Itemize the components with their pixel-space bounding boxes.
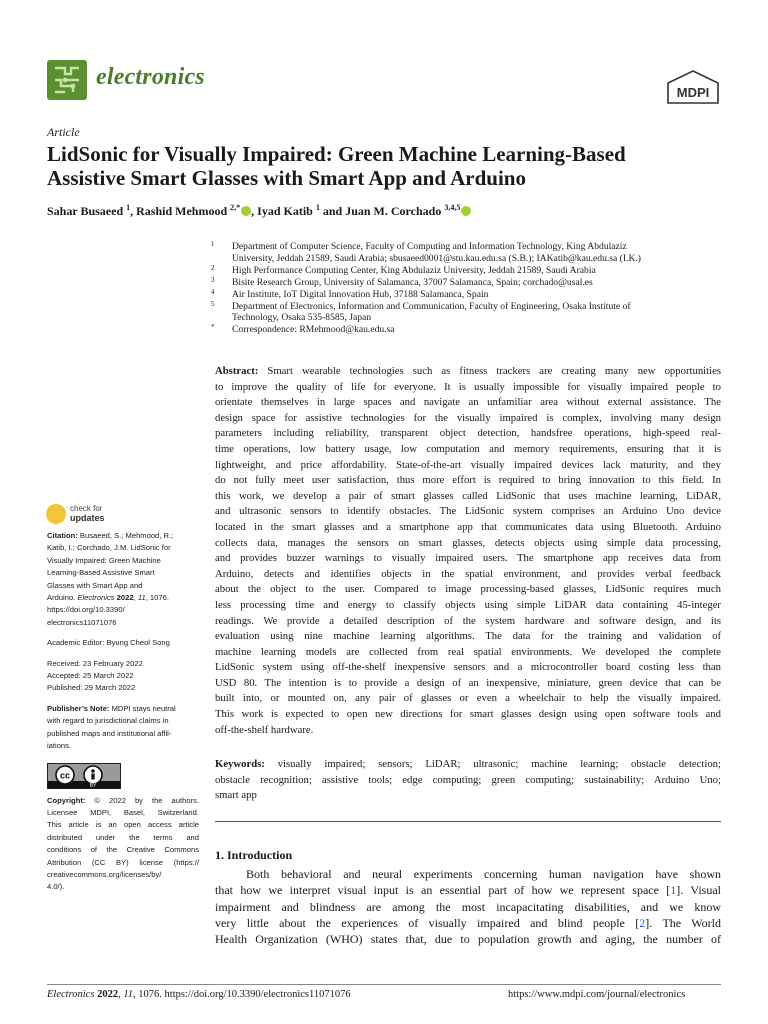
abstract-line: lightweight, and price affordability. State-of-the-art visually impaired devices lack maturity, and they [215, 458, 721, 471]
abstract-line: orientate themselves in large spaces and navigate an unfamiliar area without external assistance. The [215, 396, 721, 409]
citation-text: , 1076. [145, 593, 169, 603]
citation-journal: Electronics [77, 593, 115, 603]
citation-line: Arduino. Electronics 2022, 11, 1076. [47, 593, 169, 603]
svg-text:MDPI: MDPI [676, 85, 710, 100]
citation-doi-link[interactable]: electronics11071076 [47, 617, 117, 627]
footer-year: 2022 [97, 989, 119, 1000]
abstract-line: evaluation using nine machine learning algorithms. The data for the training and validation of [215, 630, 721, 643]
affiliation-mark: 1 [211, 240, 215, 248]
citation-text: Arduino. [47, 593, 78, 603]
abstract-line: design space for assistive technologies for the visually impaired is complex, involving many design [215, 411, 721, 424]
abstract-label: Abstract: [215, 365, 259, 377]
author-name[interactable]: Iyad Katib [257, 204, 313, 218]
affiliation-item [207, 324, 717, 336]
publisher-note-line: with regard to jurisdictional claims in [47, 716, 169, 726]
copyright-line: conditions of the Creative Commons [47, 845, 199, 855]
keywords-line: smart app [215, 789, 257, 802]
citation-line: Visually Impaired: Green Machine [47, 555, 161, 565]
affiliation-mark: 2 [211, 263, 215, 272]
body-line [215, 915, 721, 931]
abstract-line: time operations, low battery usage, low computation and memory requirements, ensuring that it is [215, 442, 721, 455]
abstract-line: parameters including reliability, transparent object detection, handsfree operations, high-speed real- [215, 427, 721, 440]
keywords [215, 757, 721, 804]
abstract-line: do not fully meet user satisfaction, thus more effort is required to bring innovation to this field. In [215, 474, 721, 487]
abstract-line: readings. We provide a detailed description of the system hardware and software design, and its [215, 614, 721, 627]
body-text: ]. The World [645, 915, 721, 930]
abstract-line: off-the-shelf hardware. [215, 723, 314, 736]
copyright-line: This article is an open access article [47, 820, 199, 830]
title-line: Assistive Smart Glasses with Smart App and Arduino [47, 166, 526, 190]
keywords-text: visually impaired; sensors; LiDAR; ultrasonic; machine learning; obstacle detection; [277, 758, 721, 770]
copyright-line: distributed under the terms and [47, 832, 199, 842]
citation-text: Busaeed, S.; Mehmood, R.; [79, 531, 174, 540]
title-line: LidSonic for Visually Impaired: Green Machine Learning-Based [47, 142, 626, 166]
author-affiliation-mark: 1 [315, 203, 320, 212]
citation-label: Citation: [47, 531, 78, 540]
journal-logo-icon [47, 60, 87, 100]
body-text: that how we interpret visual input is an essential part of how we represent space [ [215, 883, 671, 898]
introduction-body [215, 866, 721, 947]
cc-by-license-icon[interactable] [47, 763, 121, 789]
copyright-line: Licensee MDPI, Basel, Switzerland. [47, 807, 199, 817]
footer-journal-url[interactable]: https://www.mdpi.com/journal/electronics [508, 989, 686, 1000]
cc-badge-label: BY [89, 782, 97, 788]
affiliation-text: Department of Computer Science, Faculty of Computing and Information Technology, King Abdulaziz [232, 241, 627, 252]
affiliation-text: Department of Electronics, Information and Communication, Faculty of Engineering, Osaka Institute of [232, 300, 631, 312]
abstract-line: built into, or mounted on, any pair of glasses or even a wheelchair to help the visually impaired. [215, 692, 721, 705]
affiliation-text: Bisite Research Group, University of Salamanca, 37007 Salamanca, Spain; corchado@usal.es [232, 276, 593, 288]
abstract-line: to improve the quality of life for everyone. It is usually impossible for visually impaired people to [215, 380, 721, 393]
body-line: Both behavioral and neural experiments concerning human navigation have shown [246, 867, 721, 881]
author-name[interactable]: Rashid Mehmood [136, 204, 228, 218]
copyright-line: 4.0/). [47, 882, 65, 892]
affiliation-mark: 5 [211, 299, 215, 308]
mdpi-logo-icon[interactable] [666, 70, 720, 104]
abstract-line: less processing time and energy to classify objects using simple LiDAR data containing 45-integer [215, 598, 721, 611]
published-date: Published: 29 March 2022 [47, 683, 136, 693]
received-date: Received: 23 February 2022 [47, 658, 143, 668]
affiliation-mark: * [211, 323, 215, 332]
correspondence-email[interactable]: Correspondence: RMehmood@kau.edu.sa [232, 324, 395, 336]
affiliation-item [207, 265, 717, 277]
publisher-note-line [47, 703, 199, 715]
body-line: Health Organization (WHO) states that, due to population growth and aging, the number of [215, 932, 721, 947]
keywords-label: Keywords: [215, 758, 265, 770]
abstract-line: LidSonic system using off-the-shelf inexpensive sensors and a microcontroller board costing less than [215, 661, 721, 674]
affiliation-item [207, 277, 717, 289]
check-updates-text: check for [70, 504, 103, 513]
footer-doi-link[interactable]: , 1076. https://doi.org/10.3390/electronics11071076 [133, 989, 351, 1000]
publisher-note-label: Publisher’s Note: [47, 703, 110, 713]
author-name[interactable]: Juan M. Corchado [345, 204, 442, 218]
citation-link[interactable]: 2 [639, 915, 646, 930]
body-line [215, 882, 721, 898]
affiliation-item [207, 301, 717, 325]
academic-editor: Academic Editor: Byung Cheol Song [47, 638, 170, 648]
keywords-line [215, 757, 721, 773]
abstract-line: about the object to the user. Compared to image processing-based glasses, LidSonic requires much [215, 583, 721, 596]
author-list: Sahar Busaeed $^1$, Rashid Mehmood $^{2,*}$ , Iyad Katib $^1$ and Juan M. Corchado $^{3,4,5}$ [47, 203, 471, 219]
abstract-line: machine learning models are collected from real spatial environments. We developed the complete [215, 645, 721, 658]
author-affiliation-mark: 2,* [230, 203, 241, 212]
author-name[interactable]: Sahar Busaeed [47, 204, 124, 218]
citation-line: Glasses with Smart App and [47, 580, 143, 590]
article-type: Article [47, 125, 80, 139]
section-divider [215, 821, 721, 822]
orcid-icon[interactable] [461, 206, 471, 216]
affiliation-mark: 3 [211, 275, 215, 284]
publisher-note-line: iations. [47, 741, 72, 751]
author-affiliation-mark: 3,4,5 [444, 203, 461, 212]
author-affiliation-mark: 1 [126, 203, 131, 212]
affiliation-text: High Performance Computing Center, King Abdulaziz University, Jeddah 21589, Saudi Arabia [232, 264, 596, 276]
citation-line: Katib, I.; Corchado, J.M. LidSonic for [47, 543, 171, 553]
footer-journal: Electronics [47, 989, 95, 1000]
author-conjunction: and [322, 204, 343, 218]
footer-volume: 11 [123, 989, 134, 1000]
affiliation-text: Technology, Osaka 535-8585, Japan [232, 312, 372, 324]
affiliation-text: University, Jeddah 21589, Saudi Arabia; sbusaeed0001@stu.kau.edu.sa (S.B.); IAKatib@kau.edu.sa (I.K.) [232, 252, 641, 264]
check-for-updates-button[interactable] [46, 504, 136, 530]
citation-link[interactable]: 1 [670, 883, 677, 898]
affiliations [207, 241, 717, 336]
abstract-line: This work is expected to open new directions for smart glasses design using open software tools and [215, 708, 721, 721]
affiliation-mark: 4 [211, 287, 215, 296]
abstract-line: located in the smart glasses and a smartphone app that communicates data using Bluetooth. Arduino [215, 520, 721, 533]
copyright-text: © 2022 by the authors. [94, 795, 199, 805]
orcid-icon[interactable] [241, 206, 251, 216]
footer-citation: Electronics 2022, 11, 1076. https://doi.org/10.3390/electronics11071076 [47, 989, 351, 1000]
citation-line: Learning-Based Assistive Smart [47, 568, 155, 578]
body-line: impairment and blindness are among the most incapacitating disabilities, and we know [215, 899, 721, 914]
publisher-note-text: MDPI stays neutral [111, 703, 176, 713]
abstract-line: collects data, manages the sensors on smart glasses, detects objects using simple data processing, [215, 536, 721, 549]
copyright-label: Copyright: [47, 795, 86, 805]
footer-divider [47, 984, 721, 985]
abstract-line: USD 80. The intention is to provide a design of an inexpensive, miniature, green device that can be [215, 676, 721, 689]
keywords-line: obstacle recognition; assistive tools; edge computing; green computing; sustainability; Arduino Uno; [215, 773, 721, 786]
abstract-line: and ultrasonic sensors to identify obstacles. The LidSonic system comprises an Arduino Uno device [215, 505, 721, 518]
body-text: very little about the experiences of visually impaired and blind people [ [215, 915, 640, 930]
copyright-line [47, 795, 199, 807]
accepted-date: Accepted: 25 March 2022 [47, 671, 134, 681]
section-heading: 1. Introduction [215, 848, 293, 862]
citation-line [47, 530, 199, 542]
copyright-license-link[interactable]: creativecommons.org/licenses/by/ [47, 869, 162, 879]
citation-year: 2022 [116, 593, 134, 603]
publisher-note-line: published maps and institutional affil- [47, 728, 172, 738]
abstract-line: this work, we develop a pair of smart glasses called LidSonic that uses machine learning, LiDAR, [215, 489, 721, 502]
citation-doi-link[interactable]: https://doi.org/10.3390/ [47, 605, 125, 615]
affiliation-item [207, 289, 717, 301]
citation-volume: 11 [137, 593, 146, 603]
abstract-line [215, 364, 721, 380]
abstract-line: and provides buzzer warnings to visually impaired users. The smartphone app receives data from [215, 552, 721, 565]
copyright-license-link[interactable]: Attribution (CC BY) license (https:// [47, 857, 199, 867]
affiliation-text: Air Institute, IoT Digital Innovation Hub, 37188 Salamanca, Spain [232, 288, 489, 300]
abstract-line: Arduino, detects and identifies objects in the spatial environment, and provides verbal feedback [215, 567, 721, 580]
abstract-text: Smart wearable technologies such as fitness trackers are creating many new opportunities [267, 365, 721, 377]
affiliation-item [207, 241, 717, 265]
abstract [215, 364, 721, 738]
check-updates-icon [46, 504, 66, 524]
body-text: ]. Visual [676, 883, 721, 898]
article-sidebar [47, 530, 199, 894]
svg-text:cc: cc [59, 770, 71, 780]
check-updates-text: updates [70, 513, 105, 523]
article-title [47, 142, 737, 190]
journal-name: electronics [96, 64, 205, 90]
